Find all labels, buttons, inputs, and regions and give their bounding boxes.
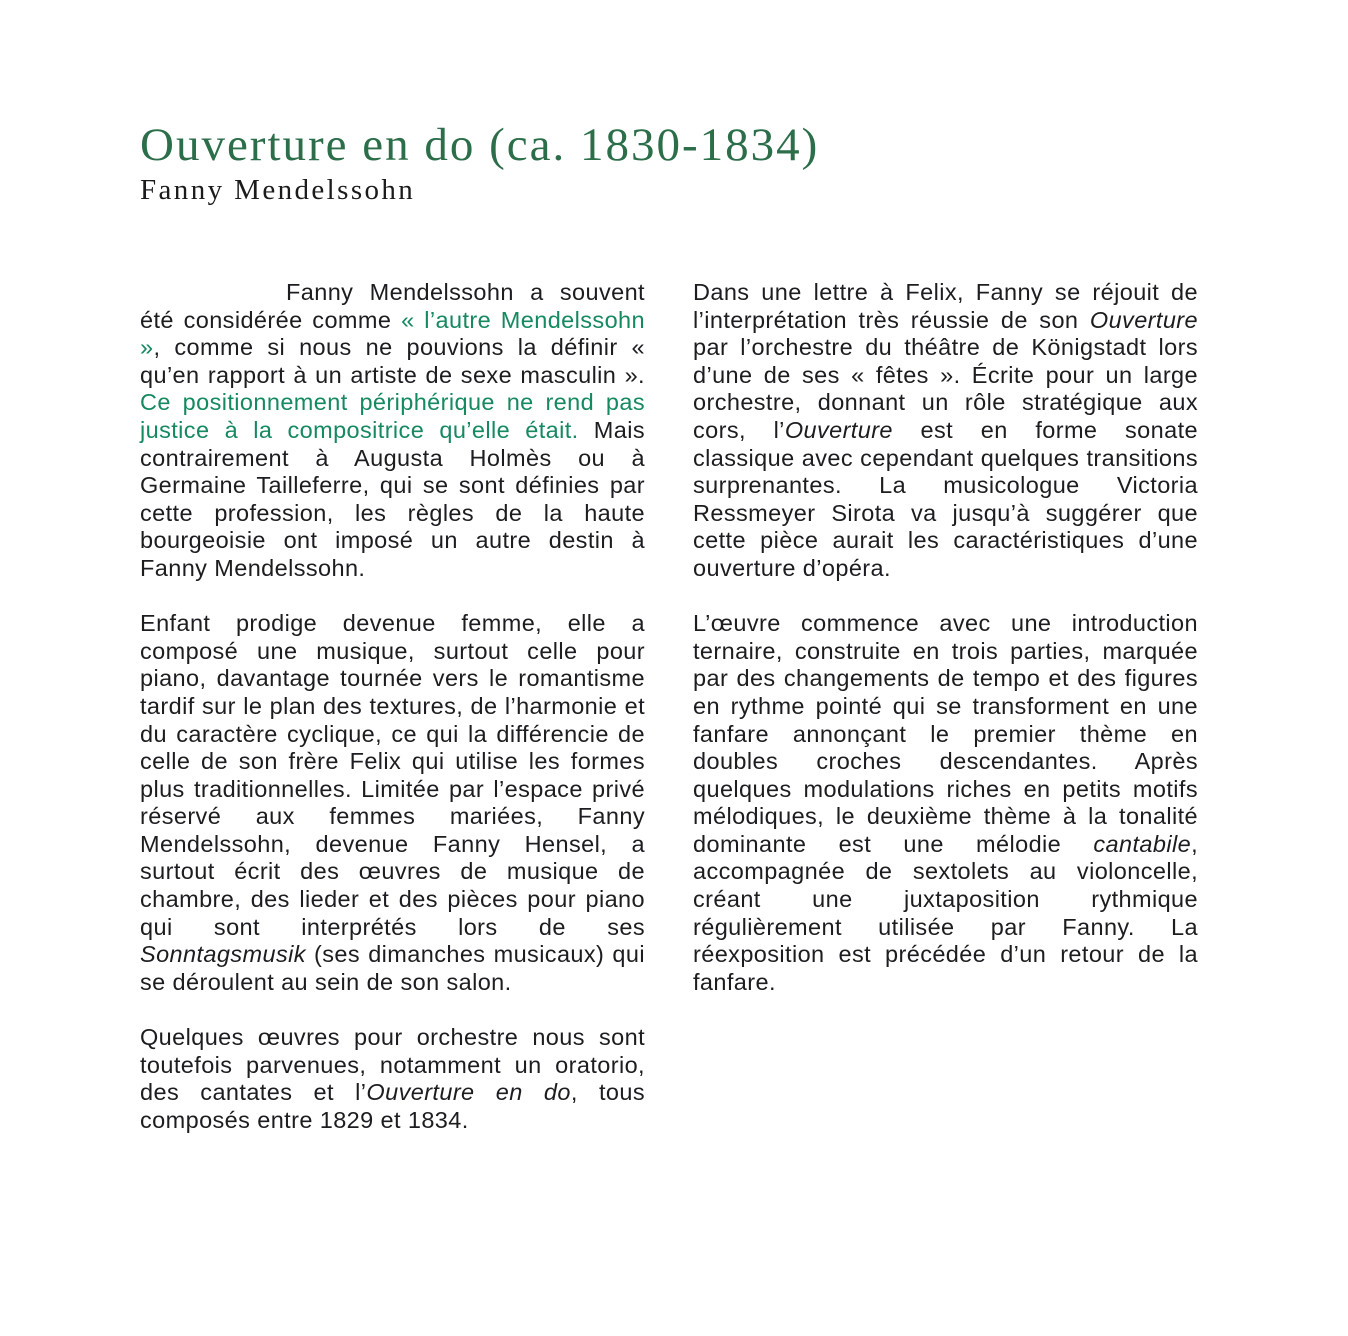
article-body [140, 279, 1198, 1162]
paragraph [693, 279, 1198, 583]
text-run-green: « l’autre Mendelssohn » [140, 306, 645, 361]
paragraph [140, 610, 645, 996]
text-run-normal: Dans une lettre à Felix, Fanny se réjouit de l’interprétation très réussie de son [693, 279, 1198, 333]
paragraph [140, 279, 645, 583]
text-run-normal: , accompagnée de sextolets au violoncelle, créant une juxtaposition rythmique régulièrement utilisée par Fanny. La réexposition est précédée d’un retour de la fanfare. [693, 830, 1198, 995]
paragraph [140, 1024, 645, 1134]
text-run-normal: est en forme sonate classique avec cependant quelques transitions surprenantes. La musicologue Victoria Ressmeyer Sirota va jusqu’à suggérer que cette pièce aurait les caractéristiques d’une ouverture d’opéra. [693, 416, 1198, 581]
text-run-normal: Quelques œuvres pour orchestre nous sont toutefois parvenues, notamment un oratorio, des cantates et l’ [140, 1024, 645, 1106]
text-run-green: Ce positionnement périphérique ne rend pas justice à la compositrice qu’elle était. [140, 389, 645, 443]
text-run-italic: Ouverture [1089, 306, 1198, 333]
document-page [140, 118, 1198, 1162]
text-run-normal: , comme si nous ne pouvions la définir « qu’en rapport à un artiste de sexe masculin ». [140, 334, 645, 388]
text-run-normal: Enfant prodige devenue femme, elle a composé une musique, surtout celle pour piano, davantage tournée vers le romantisme tardif sur le plan des textures, de l’harmonie et du caractère cyclique, ce qui la différencie de celle de son frère Felix qui utilise les formes plus traditionnelles. Limitée par l’espace privé réservé aux femmes mariées, Fanny Mendelssohn, devenue Fanny Hensel, a surtout écrit des œuvres de musique de chambre, des lieder et des pièces pour piano qui sont interprétés lors de ses [140, 610, 645, 940]
column-right [693, 279, 1198, 1162]
paragraph [693, 610, 1198, 996]
text-run-normal: (ses dimanches musicaux) qui se déroulent au sein de son salon. [140, 941, 645, 995]
column-left [140, 279, 645, 1162]
text-run-italic: Sonntagsmusik [140, 941, 306, 968]
text-run-italic: Ouverture [784, 416, 893, 443]
text-run-normal: , tous composés entre 1829 et 1834. [140, 1079, 645, 1133]
text-run-normal: Mais contrairement à Augusta Holmès ou à Germaine Tailleferre, qui se sont définies par cette profession, les règles de la haute bourgeoisie ont imposé un autre destin à Fanny Mendelssohn. [140, 416, 645, 581]
text-run-italic: Ouverture en do [366, 1079, 571, 1106]
text-run-normal: L’œuvre commence avec une introduction ternaire, construite en trois parties, marquée par des changements de tempo et des figures en rythme pointé qui se transforment en une fanfare annonçant le premier thème en doubles croches descendantes. Après quelques modulations riches en petits motifs mélodiques, le deuxième thème à la tonalité dominante est une mélodie [693, 610, 1198, 857]
text-run-normal: par l’orchestre du théâtre de Königstadt lors d’une de ses « fêtes ». Écrite pour un large orchestre, donnant un rôle stratégique aux cors, l’ [693, 334, 1198, 443]
text-run-italic: cantabile [1093, 830, 1192, 857]
text-run-normal: Fanny Mendelssohn a souvent été considérée comme [140, 279, 645, 333]
page-title: Ouverture en do (ca. 1830-1834) [140, 119, 820, 171]
document-header [140, 118, 1198, 207]
page-subtitle: Fanny Mendelssohn [140, 174, 416, 206]
